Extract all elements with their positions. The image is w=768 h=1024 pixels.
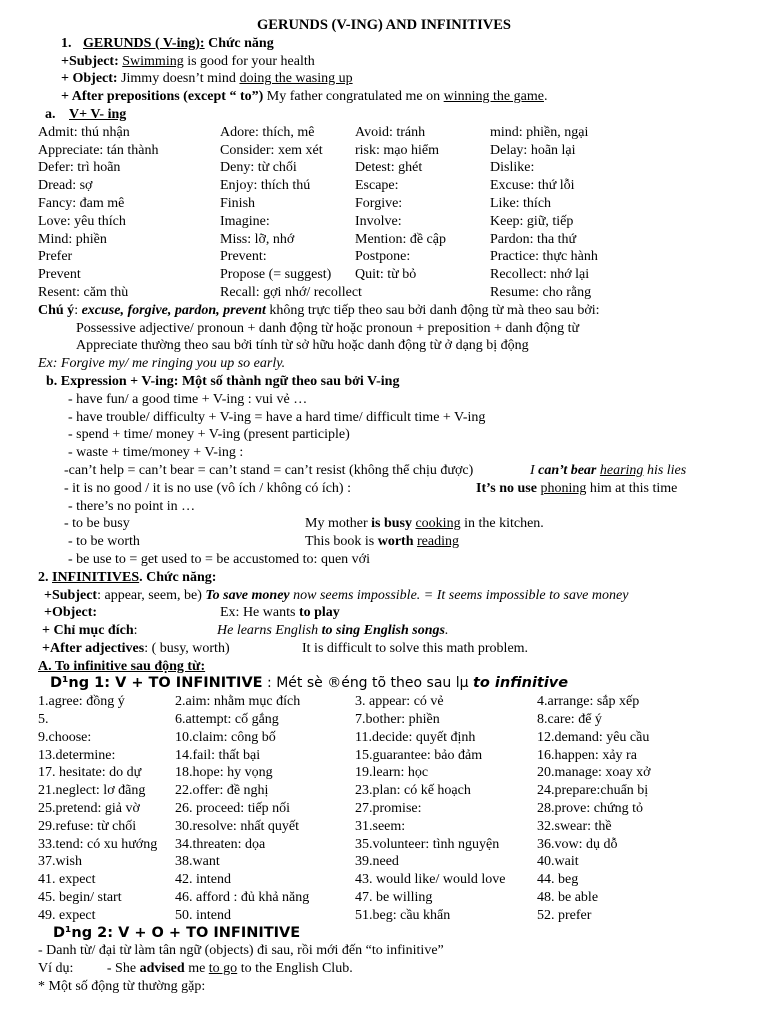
infinitive-purpose-line: + Chỉ mục đích: He learns English to sing English songs. bbox=[42, 623, 449, 639]
verb-cell: 10.claim: công bố bbox=[175, 729, 276, 745]
verb-row bbox=[38, 248, 768, 266]
verb-row bbox=[38, 853, 768, 871]
verb-cell: Quit: từ bỏ bbox=[355, 267, 417, 283]
verb-cell: Fancy: đam mê bbox=[38, 195, 125, 211]
verb-cell: Pardon: tha thứ bbox=[490, 231, 577, 247]
verb-cell: Prevent bbox=[38, 267, 81, 283]
verb-cell: 34.threaten: dọa bbox=[175, 836, 266, 852]
expression-example: This book is worth reading bbox=[305, 534, 459, 550]
verb-cell: Imagine: bbox=[220, 213, 270, 229]
verb-cell: 6.attempt: cố gắng bbox=[175, 712, 279, 728]
note-example: Ex: Forgive my/ me ringing you up so early. bbox=[38, 356, 286, 372]
verb-row bbox=[38, 782, 768, 800]
verb-cell: Finish bbox=[220, 195, 256, 211]
verb-cell: Resent: căm thù bbox=[38, 284, 129, 300]
section-a-heading: A. To infinitive sau động từ: bbox=[38, 658, 206, 674]
verb-cell: 14.fail: thất bại bbox=[175, 747, 261, 763]
verb-cell: Mention: đề cập bbox=[355, 231, 446, 247]
expression-line: - there’s no point in … bbox=[68, 498, 196, 514]
dang-1-heading: D¹ng 1: V + TO INFINITIVE : Mét sè ®éng tõ theo sau lµ to infinitive bbox=[50, 675, 569, 692]
verb-cell: Recollect: nhớ lại bbox=[490, 267, 590, 283]
verb-cell: 16.happen: xảy ra bbox=[537, 747, 637, 763]
verb-cell: risk: mạo hiểm bbox=[355, 142, 439, 158]
verb-cell: 20.manage: xoay xở bbox=[537, 765, 651, 781]
verb-cell: Miss: lỡ, nhớ bbox=[220, 231, 295, 247]
verb-cell: 42. intend bbox=[175, 872, 231, 888]
verb-cell: Delay: hoãn lại bbox=[490, 142, 576, 158]
expression-line: - to be worth This book is worth reading bbox=[68, 534, 459, 550]
verb-cell: 49. expect bbox=[38, 907, 96, 923]
verb-row bbox=[38, 836, 768, 854]
verb-cell: 37.wish bbox=[38, 854, 82, 870]
verb-cell: Mind: phiền bbox=[38, 231, 107, 247]
page-title: GERUNDS (V-ING) AND INFINITIVES bbox=[257, 17, 511, 33]
infinitive-verb-table bbox=[38, 693, 768, 924]
verb-cell: 30.resolve: nhất quyết bbox=[175, 818, 300, 834]
verb-cell: 2.aim: nhằm mục đích bbox=[175, 694, 301, 710]
infinitives-heading: 2. INFINITIVES. Chức năng: bbox=[38, 569, 217, 585]
verb-cell: Resume: cho rằng bbox=[490, 284, 592, 300]
subsection-b-heading: b. Expression + V-ing: Một số thành ngữ theo sau bởi V-ing bbox=[46, 373, 400, 389]
verb-cell: 9.choose: bbox=[38, 729, 92, 745]
dang-2-heading: D¹ng 2: V + O + TO INFINITIVE bbox=[53, 924, 301, 941]
verb-cell: 46. afford : đủ khả năng bbox=[175, 890, 310, 906]
verb-cell: 26. proceed: tiếp nối bbox=[175, 801, 291, 817]
verb-row bbox=[38, 818, 768, 836]
expression-example: My mother is busy cooking in the kitchen. bbox=[305, 516, 544, 532]
verb-cell: Appreciate: tán thành bbox=[38, 142, 159, 158]
verb-cell: 36.vow: dụ dỗ bbox=[537, 836, 618, 852]
verb-cell: 48. be able bbox=[537, 890, 599, 906]
gerund-verb-table bbox=[38, 124, 768, 302]
expression-line: - spend + time/ money + V-ing (present participle) bbox=[68, 427, 350, 443]
gerund-object-line: + Object: Jimmy doesn’t mind doing the wasing up bbox=[61, 71, 353, 87]
expression-line: - be use to = get used to = be accustomed to: quen với bbox=[68, 551, 370, 567]
verb-cell: 22.offer: đề nghị bbox=[175, 783, 269, 799]
verb-cell: 44. beg bbox=[537, 872, 579, 888]
verb-cell: 52. prefer bbox=[537, 907, 592, 923]
verb-cell: 28.prove: chứng tỏ bbox=[537, 801, 643, 817]
verb-cell: 7.bother: phiền bbox=[355, 712, 440, 728]
verb-cell: Escape: bbox=[355, 178, 399, 194]
infinitive-object-line: +Object: Ex: He wants to play bbox=[44, 605, 340, 621]
verb-cell: 33.tend: có xu hướng bbox=[38, 836, 158, 852]
verb-cell: 41. expect bbox=[38, 872, 96, 888]
verb-cell: 18.hope: hy vọng bbox=[175, 765, 273, 781]
verb-cell: 19.learn: học bbox=[355, 765, 429, 781]
verb-cell: 4.arrange: sắp xếp bbox=[537, 694, 640, 710]
verb-row bbox=[38, 213, 768, 231]
verb-cell: 15.guarantee: bảo đảm bbox=[355, 747, 483, 763]
verb-cell: 8.care: để ý bbox=[537, 712, 602, 728]
expression-line: - waste + time/money + V-ing : bbox=[68, 445, 244, 461]
note-line: Chú ý: excuse, forgive, pardon, prevent không trực tiếp theo sau bởi danh động từ mà theo sau bởi: bbox=[38, 302, 600, 318]
verb-row bbox=[38, 177, 768, 195]
verb-cell: 13.determine: bbox=[38, 747, 116, 763]
verb-cell: Recall: gợi nhớ/ recollect bbox=[220, 284, 362, 300]
gerund-preposition-line: + After prepositions (except “ to”) My father congratulated me on winning the game. bbox=[61, 89, 548, 105]
verb-cell: Practice: thực hành bbox=[490, 249, 598, 265]
expression-line: - to be busy My mother is busy cooking in the kitchen. bbox=[64, 516, 544, 532]
verb-cell: 31.seem: bbox=[355, 818, 406, 834]
verb-cell: 3. appear: có vẻ bbox=[355, 694, 444, 710]
verb-cell: Admit: thú nhận bbox=[38, 124, 130, 140]
verb-cell: 47. be willing bbox=[355, 890, 433, 906]
dang-2-example: Ví dụ: - She advised me to go to the English Club. bbox=[38, 961, 353, 977]
gerunds-heading: 1. GERUNDS ( V-ing): Chức năng bbox=[61, 35, 274, 51]
verb-cell: Deny: từ chối bbox=[220, 160, 297, 176]
verb-row bbox=[38, 142, 768, 160]
verb-cell: 21.neglect: lơ đãng bbox=[38, 783, 146, 799]
verb-cell: Prevent: bbox=[220, 249, 267, 265]
verb-cell: 40.wait bbox=[537, 854, 579, 870]
verb-row bbox=[38, 871, 768, 889]
verb-cell: Dislike: bbox=[490, 160, 535, 176]
expression-line: - it is no good / it is no use (vô ích / không có ích) : It’s no use phoning him at this time bbox=[64, 480, 678, 496]
verb-cell: 29.refuse: từ chối bbox=[38, 818, 137, 834]
verb-cell: Prefer bbox=[38, 249, 73, 265]
expression-line: - have trouble/ difficulty + V-ing = have a hard time/ difficult time + V-ing bbox=[68, 409, 486, 425]
expression-line: - have fun/ a good time + V-ing : vui vẻ … bbox=[68, 391, 308, 407]
verb-cell: 39.need bbox=[355, 854, 399, 870]
note-line-2: Possessive adjective/ pronoun + danh động từ hoặc pronoun + preposition + danh động từ bbox=[76, 320, 580, 336]
verb-cell: mind: phiền, ngại bbox=[490, 124, 589, 140]
subsection-a-heading: a. V+ V- ing bbox=[45, 106, 127, 122]
verb-cell: Enjoy: thích thú bbox=[220, 178, 311, 194]
verb-cell: 12.demand: yêu cầu bbox=[537, 729, 650, 745]
verb-cell: Love: yêu thích bbox=[38, 213, 126, 229]
dang-2-description: - Danh từ/ đại từ làm tân ngữ (objects) đi sau, rồi mới đến “to infinitive” bbox=[38, 943, 444, 959]
verb-cell: Postpone: bbox=[355, 249, 411, 265]
verb-cell: 17. hesitate: do dự bbox=[38, 765, 142, 781]
verb-cell: 27.promise: bbox=[355, 801, 422, 817]
verb-cell: Excuse: thứ lỗi bbox=[490, 178, 575, 194]
verb-row bbox=[38, 266, 768, 284]
verb-cell: Dread: sợ bbox=[38, 178, 93, 194]
gerund-subject-line: +Subject: Swimming is good for your health bbox=[61, 53, 315, 69]
verb-row bbox=[38, 711, 768, 729]
verb-cell: Like: thích bbox=[490, 195, 552, 211]
dang-2-common-verbs: * Một số động từ thường gặp: bbox=[38, 979, 206, 995]
expression-example: It’s no use phoning him at this time bbox=[476, 480, 678, 496]
verb-cell: 38.want bbox=[175, 854, 220, 870]
verb-cell: 24.prepare:chuẩn bị bbox=[537, 783, 649, 799]
verb-cell: 11.decide: quyết định bbox=[355, 729, 476, 745]
verb-cell: 35.volunteer: tình nguyện bbox=[355, 836, 500, 852]
verb-cell: 32.swear: thề bbox=[537, 818, 612, 834]
infinitive-subject-line: +Subject: appear, seem, be) To save money now seems impossible. = It seems impossible to save money bbox=[44, 587, 629, 603]
note-line-3: Appreciate thường theo sau bởi tính từ sở hữu hoặc danh động từ ở dạng bị động bbox=[76, 338, 529, 354]
verb-cell: Keep: giữ, tiếp bbox=[490, 213, 574, 229]
verb-cell: Consider: xem xét bbox=[220, 142, 323, 158]
verb-row bbox=[38, 124, 768, 142]
verb-row bbox=[38, 231, 768, 249]
verb-row bbox=[38, 747, 768, 765]
verb-cell: 45. begin/ start bbox=[38, 890, 122, 906]
verb-row bbox=[38, 729, 768, 747]
verb-cell: 23.plan: có kế hoạch bbox=[355, 783, 471, 799]
verb-cell: 25.pretend: giả vờ bbox=[38, 801, 140, 817]
verb-cell: Forgive: bbox=[355, 195, 403, 211]
verb-cell: Detest: ghét bbox=[355, 160, 423, 176]
verb-row bbox=[38, 800, 768, 818]
verb-cell: 51.beg: cầu khẩn bbox=[355, 907, 451, 923]
verb-row bbox=[38, 284, 768, 302]
verb-cell: Propose (= suggest) bbox=[220, 267, 332, 283]
verb-cell: 50. intend bbox=[175, 907, 231, 923]
verb-cell: Involve: bbox=[355, 213, 402, 229]
verb-row bbox=[38, 764, 768, 782]
verb-cell: Defer: trì hoãn bbox=[38, 160, 121, 176]
verb-row bbox=[38, 195, 768, 213]
verb-cell: 43. would like/ would love bbox=[355, 872, 506, 888]
verb-cell: 5. bbox=[38, 712, 49, 728]
verb-cell: Avoid: tránh bbox=[355, 124, 426, 140]
verb-cell: 1.agree: đồng ý bbox=[38, 694, 125, 710]
verb-row bbox=[38, 889, 768, 907]
expression-line: -can’t help = can’t bear = can’t stand = can’t resist (không thể chịu được) I can’t bear hearing his lies bbox=[64, 462, 687, 478]
infinitive-adjective-line: +After adjectives: ( busy, worth) It is difficult to solve this math problem. bbox=[42, 640, 529, 656]
verb-cell bbox=[355, 284, 490, 302]
verb-row bbox=[38, 907, 768, 925]
verb-cell: Adore: thích, mê bbox=[220, 124, 315, 140]
expression-example: I can’t bear hearing his lies bbox=[530, 462, 687, 478]
verb-row bbox=[38, 693, 768, 711]
verb-row bbox=[38, 159, 768, 177]
